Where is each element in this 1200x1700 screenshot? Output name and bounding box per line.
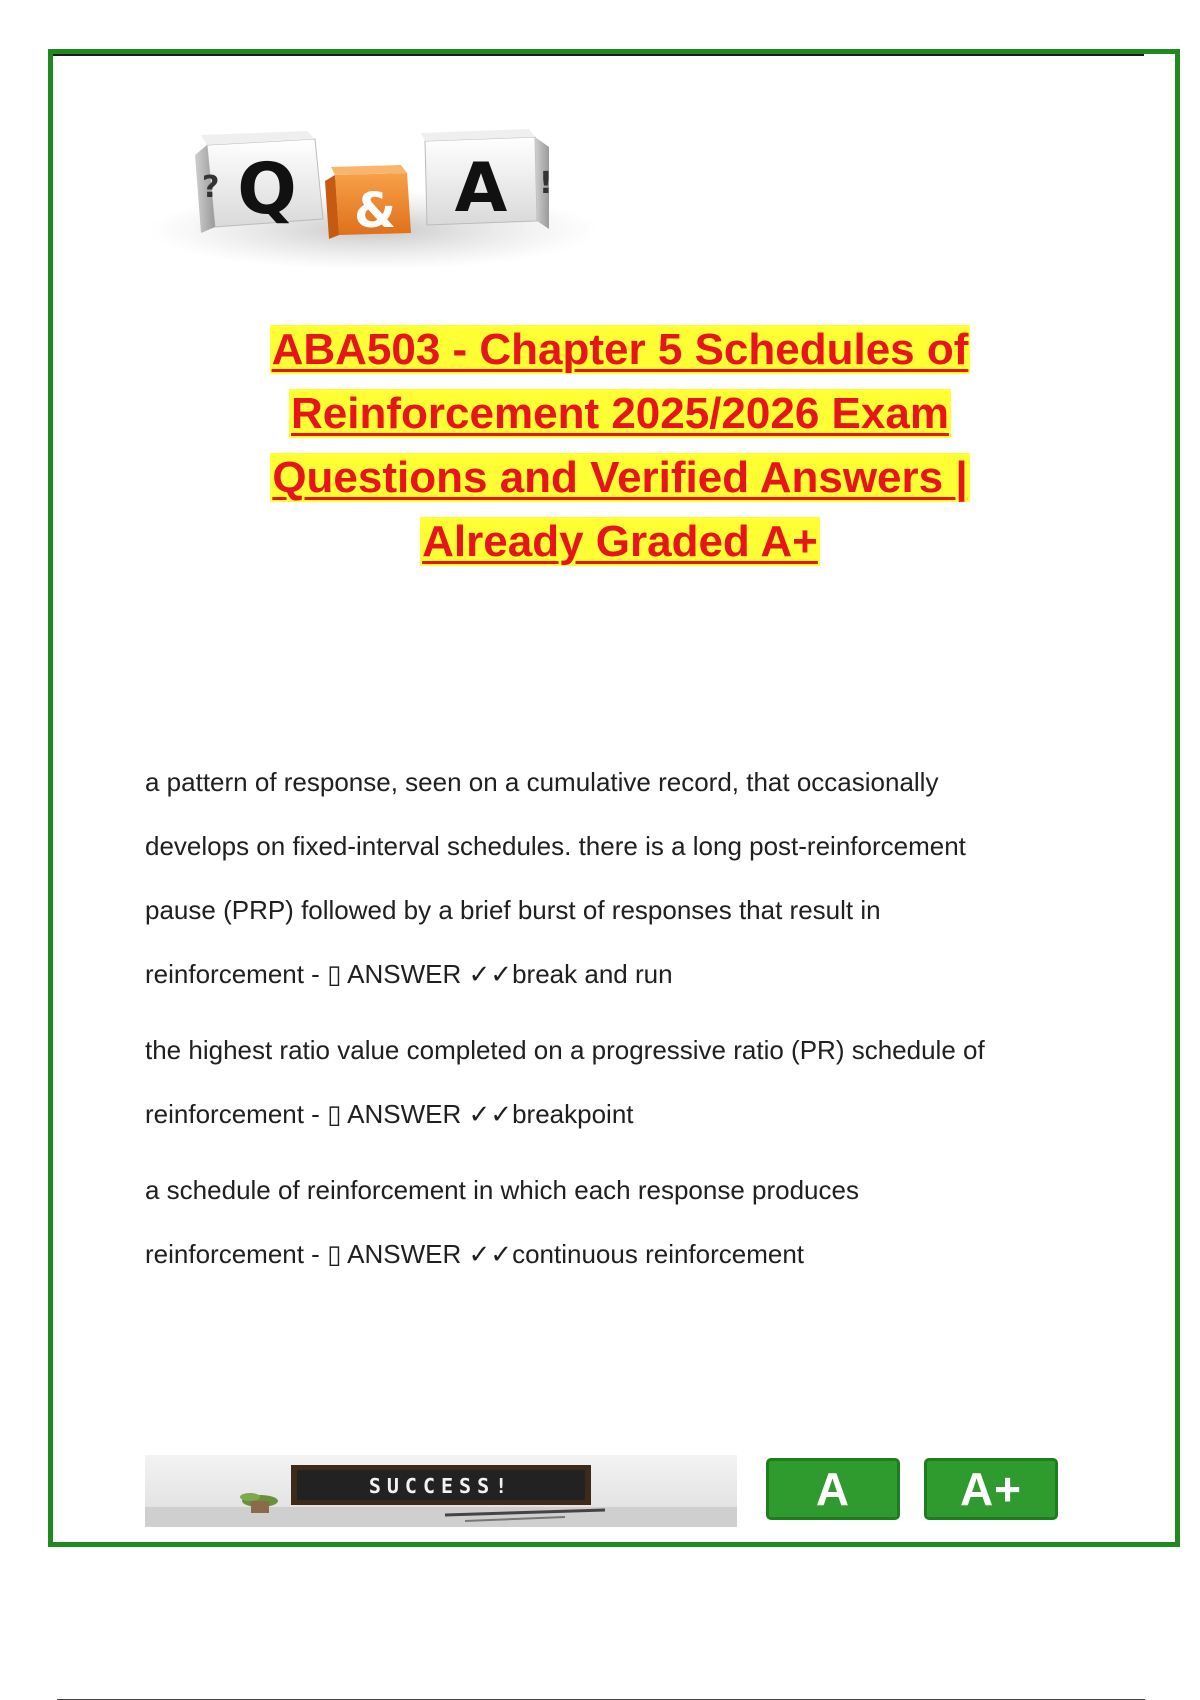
qa-item bbox=[145, 1158, 1085, 1286]
question-line: a schedule of reinforcement in which each response produces bbox=[145, 1175, 859, 1205]
qa-logo bbox=[145, 115, 600, 310]
qa-list bbox=[145, 750, 1085, 1298]
grade-a-plus-badge: A+ bbox=[924, 1458, 1058, 1520]
svg-text:?: ? bbox=[202, 170, 220, 205]
svg-text:!: ! bbox=[539, 166, 553, 201]
answer-line bbox=[145, 1222, 1085, 1286]
answer-line bbox=[145, 1082, 1085, 1146]
logo-letter-a: A bbox=[454, 149, 508, 228]
success-banner bbox=[145, 1455, 737, 1527]
question-line: a pattern of response, seen on a cumulative record, that occasionally bbox=[145, 767, 939, 797]
document-title bbox=[170, 318, 1070, 574]
logo-ampersand: & bbox=[354, 183, 396, 239]
answer-text: breakpoint bbox=[512, 1099, 634, 1129]
answer-text: break and run bbox=[512, 959, 673, 989]
answer-marker: ▯ ANSWER ✓✓ bbox=[327, 1099, 513, 1129]
answer-text: continuous reinforcement bbox=[512, 1239, 805, 1269]
title-line: ABA503 - Chapter 5 Schedules of bbox=[271, 325, 969, 374]
grade-a-badge: A bbox=[766, 1458, 900, 1520]
question-line: pause (PRP) followed by a brief burst of responses that result in bbox=[145, 895, 881, 925]
q-and-a-dice-icon bbox=[145, 115, 600, 310]
banner-text: SUCCESS! bbox=[368, 1474, 514, 1498]
logo-letter-q: Q bbox=[237, 148, 297, 230]
question-tail: reinforcement - bbox=[145, 959, 328, 989]
title-line: Reinforcement 2025/2026 Exam bbox=[291, 389, 949, 438]
chalkboard-success-icon bbox=[145, 1455, 737, 1527]
answer-marker: ▯ ANSWER ✓✓ bbox=[327, 959, 513, 989]
question-line: develops on fixed-interval schedules. there is a long post-reinforcement bbox=[145, 831, 966, 861]
question-tail: reinforcement - bbox=[145, 1099, 328, 1129]
title-line: Already Graded A+ bbox=[422, 517, 818, 566]
question-tail: reinforcement - bbox=[145, 1239, 328, 1269]
answer-marker: ▯ ANSWER ✓✓ bbox=[327, 1239, 513, 1269]
qa-item bbox=[145, 750, 1085, 1006]
qa-item bbox=[145, 1018, 1085, 1146]
question-line: the highest ratio value completed on a progressive ratio (PR) schedule of bbox=[145, 1035, 985, 1065]
answer-line bbox=[145, 942, 1085, 1006]
title-line: Questions and Verified Answers | bbox=[272, 453, 968, 502]
